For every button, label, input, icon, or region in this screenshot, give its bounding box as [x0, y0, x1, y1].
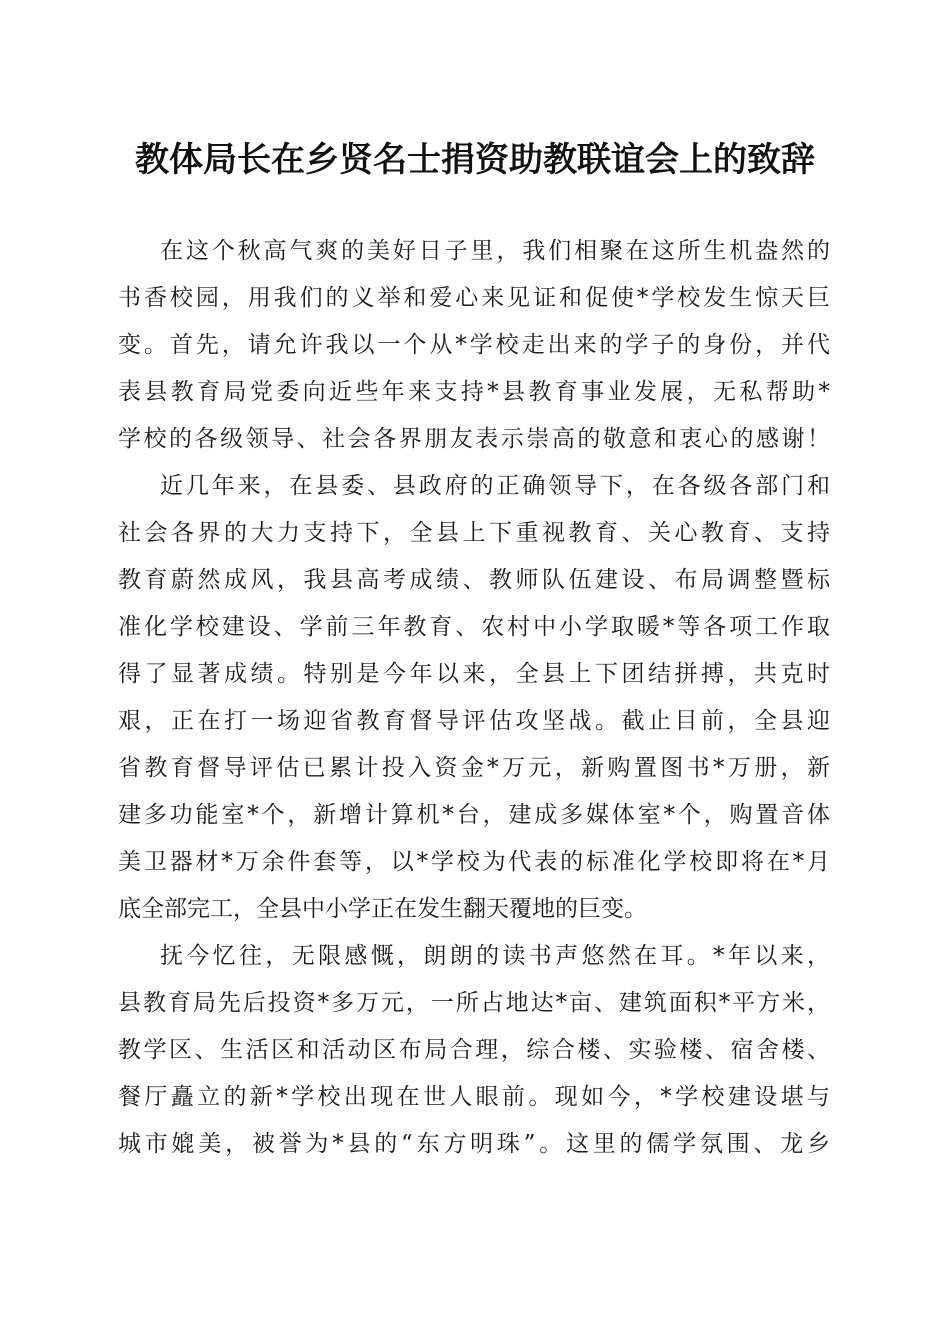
text-line: 县教育局先后投资*多万元，一所占地达*亩、建筑面积*平方米， — [118, 990, 830, 1016]
text-line: 城市媲美，被誉为*县的“东方明珠”。这里的儒学氛围、龙乡 — [118, 1131, 830, 1157]
text-line: 表县教育局党委向近些年来支持*县教育事业发展，无私帮助* — [118, 379, 830, 405]
text-line: 艰，正在打一场迎省教育督导评估攻坚战。截止目前，全县迎 — [118, 708, 830, 734]
text-line: 美卫器材*万余件套等，以*学校为代表的标准化学校即将在*月 — [118, 849, 830, 875]
text-line: 学校的各级领导、社会各界朋友表示崇高的敬意和衷心的感谢！ — [118, 426, 830, 452]
text-line: 抚今忆往，无限感慨，朗朗的读书声悠然在耳。*年以来， — [160, 943, 830, 969]
paragraph-3 — [118, 933, 830, 1168]
paragraph-1 — [118, 228, 830, 463]
text-line: 社会各界的大力支持下，全县上下重视教育、关心教育、支持 — [118, 520, 830, 546]
text-line: 准化学校建设、学前三年教育、农村中小学取暖*等各项工作取 — [118, 614, 830, 640]
text-line: 建多功能室*个，新增计算机*台，建成多媒体室*个，购置音体 — [118, 802, 830, 828]
text-line: 教育蔚然成风，我县高考成绩、教师队伍建设、布局调整暨标 — [118, 567, 830, 593]
text-line: 餐厅矗立的新*学校出现在世人眼前。现如今，*学校建设堪与 — [118, 1084, 830, 1110]
paragraph-2 — [118, 463, 830, 933]
document-body — [118, 228, 830, 1168]
text-line: 书香校园，用我们的义举和爱心来见证和促使*学校发生惊天巨 — [118, 285, 830, 311]
text-line: 变。首先，请允许我以一个从*学校走出来的学子的身份，并代 — [118, 332, 830, 358]
text-line: 近几年来，在县委、县政府的正确领导下，在各级各部门和 — [160, 473, 830, 499]
text-line: 底全部完工，全县中小学正在发生翻天覆地的巨变。 — [118, 896, 647, 922]
text-line: 省教育督导评估已累计投入资金*万元，新购置图书*万册，新 — [118, 755, 830, 781]
text-line: 得了显著成绩。特别是今年以来，全县上下团结拼搏，共克时 — [118, 661, 830, 687]
text-line: 教学区、生活区和活动区布局合理，综合楼、实验楼、宿舍楼、 — [118, 1037, 830, 1063]
text-line: 在这个秋高气爽的美好日子里，我们相聚在这所生机盎然的 — [160, 238, 830, 264]
document-title: 教体局长在乡贤名士捐资助教联谊会上的致辞 — [135, 140, 815, 180]
